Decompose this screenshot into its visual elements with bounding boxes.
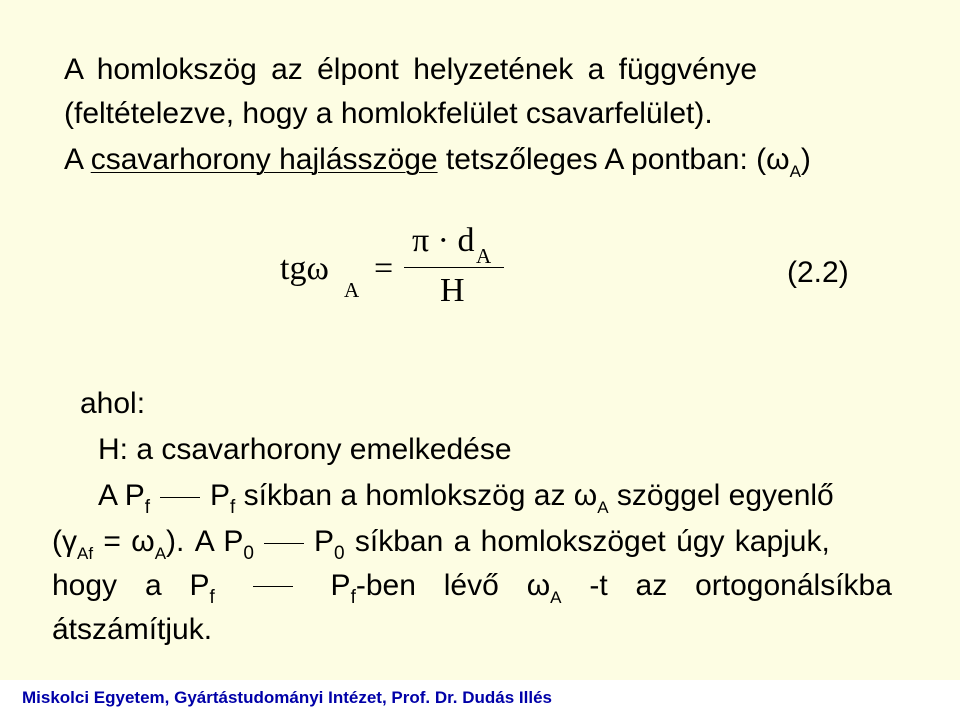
para1-line2: (feltételezve, hogy a homlokfelület csavarfelület). [64, 97, 713, 130]
where-label: ahol: [80, 387, 146, 420]
dash [264, 543, 304, 544]
para2-l1-sub3: 0 [243, 543, 254, 564]
para2-l2-c: P [189, 569, 210, 602]
where-item2-sub2: f [230, 497, 236, 518]
para2-l2-e: -ben [355, 569, 416, 602]
para1-line3-sub: A [789, 162, 801, 181]
formula-numerator: π · d [412, 222, 475, 259]
para1-line3-a: A [64, 143, 91, 176]
dash [253, 586, 293, 608]
where-item2 [98, 478, 834, 518]
para2-l1-e: síkban a homlokszöget úgy kapjuk, [344, 525, 830, 558]
para2-l2-a: hogy [52, 569, 118, 602]
formula [280, 222, 520, 322]
where-item2-b: P [209, 479, 230, 512]
para2-l1-d: P [313, 525, 334, 558]
where-item2-d: szöggel egyenlő [608, 479, 834, 512]
para2-l2-sub3: A [550, 588, 562, 607]
formula-equals: = [374, 250, 394, 287]
para2-l2-sub1: f [209, 587, 215, 608]
para2-l2-pf1 [190, 568, 215, 608]
para2-l2-omega [527, 568, 562, 608]
dash [160, 497, 200, 498]
para2-l2-d: P [330, 569, 351, 602]
para2-line1 [52, 524, 830, 564]
para2-l2-pf2 [331, 568, 416, 608]
para2-l1-a: (γ [52, 525, 77, 558]
para2-l1-sub2: A [154, 544, 167, 563]
para2-line3: átszámítjuk. [52, 613, 213, 646]
hajlasszog-term: csavarhorony hajlásszöge [90, 143, 438, 176]
para2-l1-sub4: 0 [333, 543, 345, 564]
formula-numerator-sub: A [476, 244, 492, 268]
formula-lhs: tgω [280, 250, 329, 287]
para2-l2-b: a [144, 569, 162, 602]
para2-l2-j: ortogonálsíkba [695, 569, 892, 602]
para2-l1-sub1: Af [77, 544, 94, 563]
where-item1: H: a csavarhorony emelkedése [98, 433, 512, 466]
para1-line1: A homlokszög az élpont helyzetének a függvénye [64, 53, 758, 86]
where-item2-sub3: A [597, 498, 609, 517]
para2-l2-h: -t [589, 569, 608, 602]
formula-denominator: H [440, 272, 465, 309]
para2-line2 [52, 568, 892, 608]
footer-text: Miskolci Egyetem, Gyártástudományi Intézet, Prof. Dr. Dudás Illés [22, 688, 552, 707]
para1-line3-c: tetszőleges A pontban: (ω [437, 143, 790, 176]
para2-l2-g: ω [526, 569, 551, 602]
para2-l1-c: ). A P [166, 525, 244, 558]
para1-line3-d: ) [800, 143, 811, 176]
para1-line3 [64, 142, 811, 182]
para2-l1-b: = ω [93, 525, 155, 558]
equation-number: (2.2) [787, 256, 849, 289]
formula-lhs-sub: A [344, 278, 360, 302]
where-item2-sub1: f [144, 497, 150, 518]
para2-l2-i: az [635, 569, 668, 602]
fraction-bar [404, 267, 504, 268]
para2-l2-f: lévő [443, 569, 499, 602]
para2-l2-sub2: f [350, 587, 356, 608]
where-item2-a: A P [98, 479, 145, 512]
where-item2-c: síkban a homlokszög az ω [235, 479, 598, 512]
